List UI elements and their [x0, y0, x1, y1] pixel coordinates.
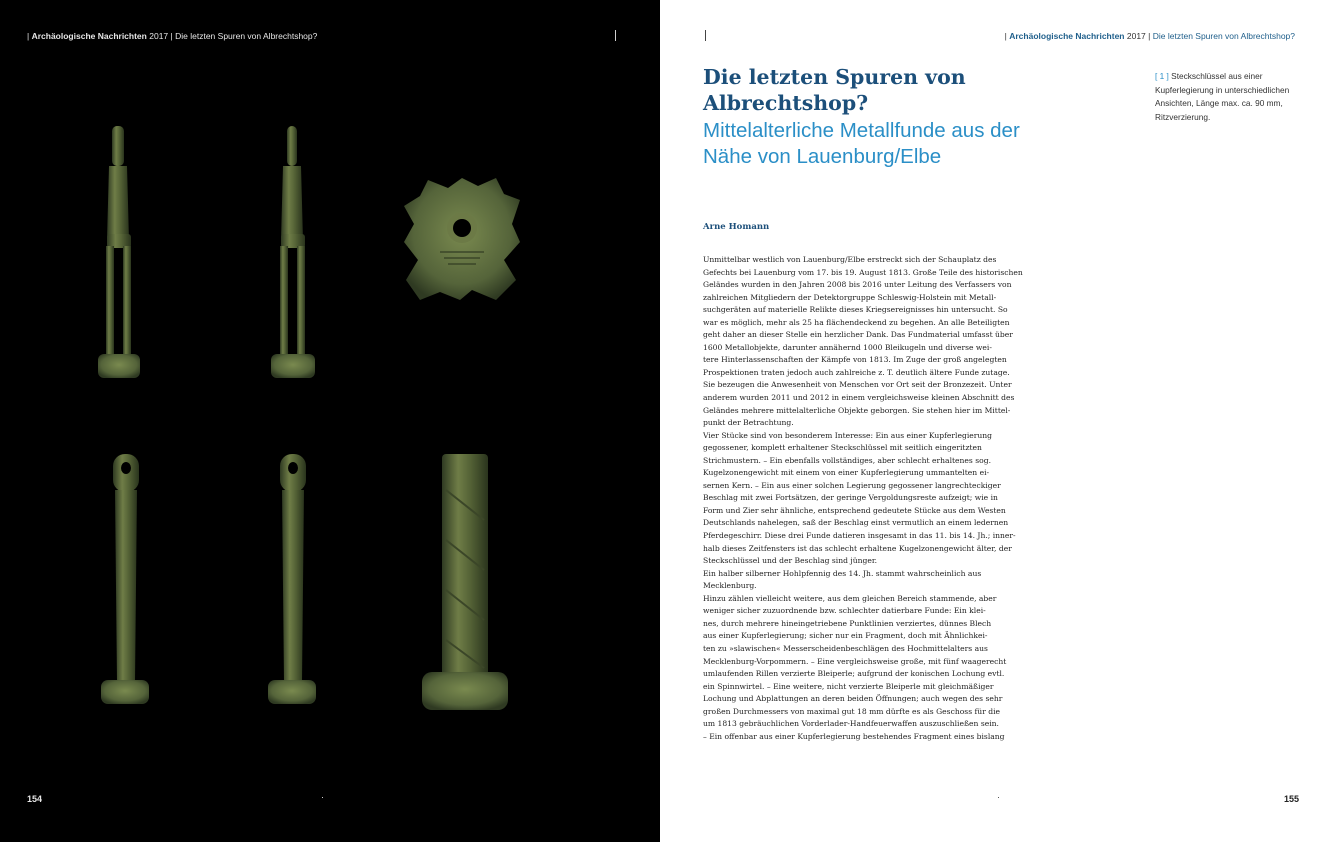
crop-mark	[705, 30, 706, 41]
body-line: Kugelzonengewicht mit einem von einer Kupferlegierung ummantelten ei-	[703, 468, 990, 478]
figure-key-front	[90, 122, 150, 384]
body-line: sernen Kern. – Ein aus einer solchen Legierung gegossener langrechteckiger	[703, 480, 1001, 490]
running-header-left	[27, 31, 317, 41]
body-line: umlaufenden Rillen verzierte Bleiperle; aufgrund der konischen Lochung evtl.	[703, 669, 1005, 679]
body-line: Geländes wurden in den Jahren 2008 bis 2016 unter Leitung des Verfassers von	[703, 280, 1012, 290]
left-page	[0, 0, 660, 842]
page-dot	[322, 797, 323, 798]
header-journal: Archäologische Nachrichten	[1009, 31, 1125, 41]
body-line: Geländes mehrere mittelalterliche Objekte geborgen. Sie stehen hier im Mittel-	[703, 405, 1011, 415]
body-line: anderem wurden 2011 und 2012 in einem vergleichsweise kleinen Abschnitt des	[703, 393, 1015, 403]
figure-key-back-side	[262, 450, 322, 712]
body-line: Mecklenburg-Vorpommern. – Eine vergleichsweise große, mit fünf waagerecht	[703, 656, 1007, 666]
article-author: Arne Homann	[703, 222, 770, 232]
body-line: geht daher an dieser Stelle ein herzlicher Dank. Das Fundmaterial umfasst über	[703, 330, 1013, 340]
page-number-left: 154	[27, 794, 43, 804]
body-line: Prospektionen traten jedoch auch zahlreiche z. T. deutlich ältere Funde zutage.	[703, 367, 1010, 377]
header-separator: |	[170, 31, 173, 41]
header-article-title: Die letzten Spuren von Albrechtshop?	[175, 31, 318, 41]
body-line: Deutschlands nahelegen, saß der Beschlag einst vermutlich an einem ledernen	[703, 518, 1009, 528]
body-text	[703, 254, 1063, 743]
body-line: tere Hinterlassenschaften der Kämpfe von 1813. Im Zuge der groß angelegten	[703, 355, 1007, 365]
body-line: Unmittelbar westlich von Lauenburg/Elbe erstreckt sich der Schauplatz des	[703, 255, 997, 264]
body-line: – Ein offenbar aus einer Kupferlegierung bestehendes Fragment eines bislang	[703, 731, 1005, 741]
body-line: Mecklenburg.	[703, 581, 757, 591]
header-separator: |	[1148, 31, 1151, 41]
article-title: Die letzten Spuren von Albrechtshop?	[703, 65, 966, 115]
caption-text: Steckschlüssel aus einer Kupferlegierung in unterschiedlichen Ansichten, Länge max. ca. 90 mm, Ritzverzierung.	[1155, 71, 1290, 122]
body-line: Lochung und Abplattungen an deren beiden Öffnungen; auch wegen des sehr	[703, 694, 1003, 704]
body-line: um 1813 gebräuchlichen Vorderlader-Handfeuerwaffen auszuschließen sein.	[703, 719, 999, 729]
header-separator: |	[27, 31, 30, 41]
body-line: zahlreichen Mitgliedern der Detektorgruppe Schleswig-Holstein mit Metall-	[703, 292, 997, 302]
header-year: 2017	[149, 31, 169, 41]
body-line: war es möglich, mehr als 25 ha flächendeckend zu begehen. An alle Beteiligten	[703, 317, 1010, 327]
crop-mark	[615, 30, 616, 41]
header-journal: Archäologische Nachrichten	[31, 31, 147, 41]
figure-key-shaft-detail	[418, 450, 512, 714]
figure-key-back	[95, 450, 155, 712]
body-line: Strichmustern. – Ein ebenfalls vollständiges, aber schlecht erhaltenes sog.	[703, 455, 991, 465]
body-line: 1600 Metallobjekte, darunter annähernd 1000 Bleikugeln und diverse wei-	[703, 342, 992, 352]
header-article-title: Die letzten Spuren von Albrechtshop?	[1152, 31, 1295, 41]
body-line: Sie bezeugen die Anwesenheit von Menschen vor Ort seit der Bronzezeit. Unter	[703, 380, 1012, 390]
body-line: Form und Zier sehr ähnliche, entsprechend gedeutete Stücke aus dem Westen	[703, 505, 1006, 515]
body-line: weniger sicher zuzuordnende bzw. schlechter datierbare Funde: Ein klei-	[703, 606, 986, 616]
body-line: Pferdegeschirr. Diese drei Funde datieren insgesamt in das 11. bis 14. Jh.; inner-	[703, 531, 1016, 541]
body-line: Beschlag mit zwei Fortsätzen, der geringe Vergoldungsreste aufzeigt; wie in	[703, 493, 998, 503]
running-header-right	[1005, 31, 1295, 41]
caption-number: [ 1 ]	[1155, 71, 1169, 81]
page-number-right: 155	[1284, 794, 1300, 804]
figure-fitting-top	[400, 172, 526, 304]
page-dot	[998, 797, 999, 798]
body-line: Ein halber silberner Hohlpfennig des 14. Jh. stammt wahrscheinlich aus	[703, 568, 982, 578]
body-line: Steckschlüssel und der Beschlag sind jünger.	[703, 556, 878, 566]
body-line: Gefechts bei Lauenburg vom 17. bis 19. August 1813. Große Teile des historischen	[703, 267, 1023, 277]
body-line: ten zu »slawischen« Messerscheidenbeschlägen des Hochmittelalters aus	[703, 643, 988, 653]
body-line: suchgeräten auf materielle Relikte dieses Kriegsereignisses hin untersucht. So	[703, 305, 1008, 315]
figure-key-side	[263, 122, 323, 384]
body-line: Hinzu zählen vielleicht weitere, aus dem gleichen Bereich stammende, aber	[703, 593, 997, 603]
body-line: Vier Stücke sind von besonderem Interesse: Ein aus einer Kupferlegierung	[703, 430, 993, 440]
header-separator: |	[1004, 31, 1007, 41]
body-line: gegossener, komplett erhaltener Steckschlüssel mit seitlich eingeritzten	[703, 443, 982, 453]
body-line: punkt der Betrachtung.	[703, 418, 794, 428]
figure-caption	[1155, 70, 1305, 124]
body-line: nes, durch mehrere hineingetriebene Punktlinien verziertes, dünnes Blech	[703, 618, 992, 628]
body-line: halb dieses Zeitfensters ist das schlecht erhaltene Kugelzonengewicht älter, der	[703, 543, 1012, 553]
header-year: 2017	[1126, 31, 1146, 41]
article-subtitle: Mittelalterliche Metallfunde aus der Nähe von Lauenburg/Elbe	[703, 119, 1020, 168]
body-line: großen Durchmessers von maximal gut 18 mm dürfte es als Geschoss für die	[703, 706, 1001, 716]
body-line: aus einer Kupferlegierung; sicher nur ein Fragment, doch mit Ähnlichkei-	[703, 631, 988, 641]
body-line: ein Spinnwirtel. – Eine weitere, nicht verzierte Bleiperle mit gleichmäßiger	[703, 681, 994, 691]
